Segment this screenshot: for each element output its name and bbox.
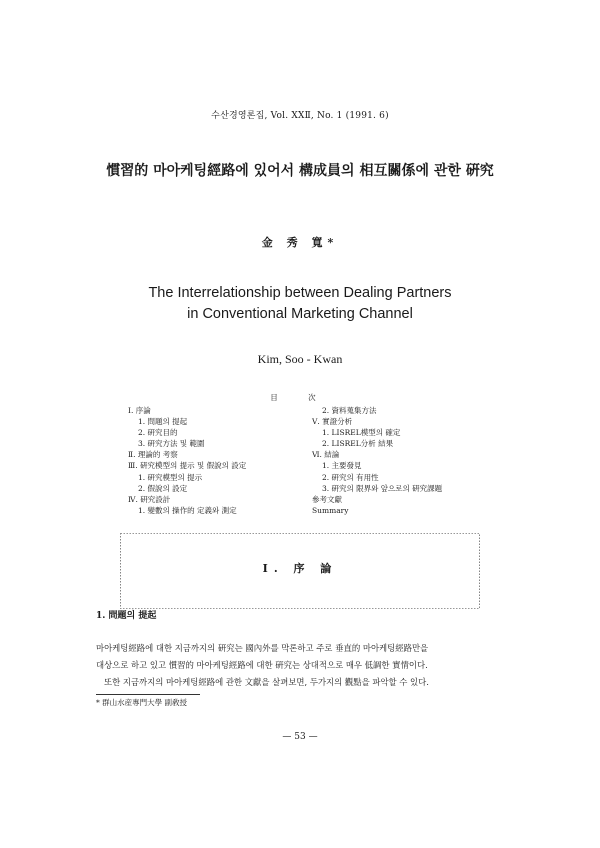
toc-item: 2. LISREL分析 結果 — [322, 439, 394, 449]
toc-right-column — [312, 405, 480, 516]
toc-item: 1. 主要發見 — [322, 461, 362, 471]
toc-item: Ⅵ. 結論 — [312, 450, 340, 460]
toc-heading: 目 次 — [270, 393, 330, 402]
body-line: 대상으로 하고 있고 慣習的 마아케팅經路에 대한 硏究는 상대적으로 매우 低調한 實情이다. — [96, 660, 428, 670]
body-line: 또한 지금까지의 마아케팅經路에 관한 文獻을 살펴보면, 두가지의 觀點을 파악할 수 있다. — [104, 677, 429, 687]
footnote-rule — [96, 694, 200, 695]
toc-item: 參考文獻 — [312, 494, 342, 504]
english-title-line-2: in Conventional Marketing Channel — [187, 306, 413, 322]
korean-title: 慣習的 마아케팅經路에 있어서 構成員의 相互關係에 관한 硏究 — [106, 163, 494, 179]
toc-item: 1. 變數의 操作的 定義와 測定 — [138, 505, 237, 515]
section-heading: Ⅰ. 序 論 — [262, 562, 338, 575]
toc-item: Ⅲ. 硏究模型의 提示 및 假說의 設定 — [128, 461, 247, 471]
toc-item: Ⅱ. 理論的 考察 — [128, 450, 178, 460]
body-line: 마아케팅經路에 대한 지금까지의 硏究는 國內外를 막론하고 주로 垂直的 마아케팅經路만을 — [96, 643, 429, 653]
toc-item: Summary — [312, 505, 349, 515]
footnote: * 群山水産專門大學 副敎授 — [96, 698, 188, 707]
toc-item: 1. 問題의 提起 — [138, 417, 188, 427]
body-paragraph — [96, 640, 516, 691]
journal-header: 수산경영론집, Vol. XXⅡ, No. 1 (1991. 6) — [211, 111, 389, 121]
korean-author: 金 秀 寬* — [261, 236, 339, 249]
toc-left-column — [128, 405, 308, 516]
toc-item: 2. 資料蒐集方法 — [322, 406, 377, 415]
page-number: — 53 — — [282, 732, 318, 742]
english-title-line-1: The Interrelationship between Dealing Partners — [148, 285, 452, 301]
english-title — [0, 283, 600, 325]
toc-item: 2. 硏究目的 — [138, 428, 178, 438]
toc-item: 2. 假說의 設定 — [138, 483, 188, 493]
toc-item: Ⅰ. 序論 — [128, 406, 151, 415]
subsection-heading: 1. 問題의 提起 — [96, 611, 157, 621]
toc-item: 1. 硏究模型의 提示 — [138, 472, 203, 482]
toc-item: 2. 硏究의 有用性 — [322, 472, 379, 482]
toc-item: Ⅳ. 硏究設計 — [128, 494, 171, 504]
toc-item: 1. LISREL模型의 確定 — [322, 428, 401, 438]
toc-item: 3. 硏究의 限界와 앞으로의 硏究課題 — [322, 483, 443, 493]
english-author: Kim, Soo - Kwan — [257, 352, 343, 366]
toc-item: Ⅴ. 實證分析 — [312, 417, 353, 427]
toc-item: 3. 硏究方法 및 範圍 — [138, 439, 205, 449]
